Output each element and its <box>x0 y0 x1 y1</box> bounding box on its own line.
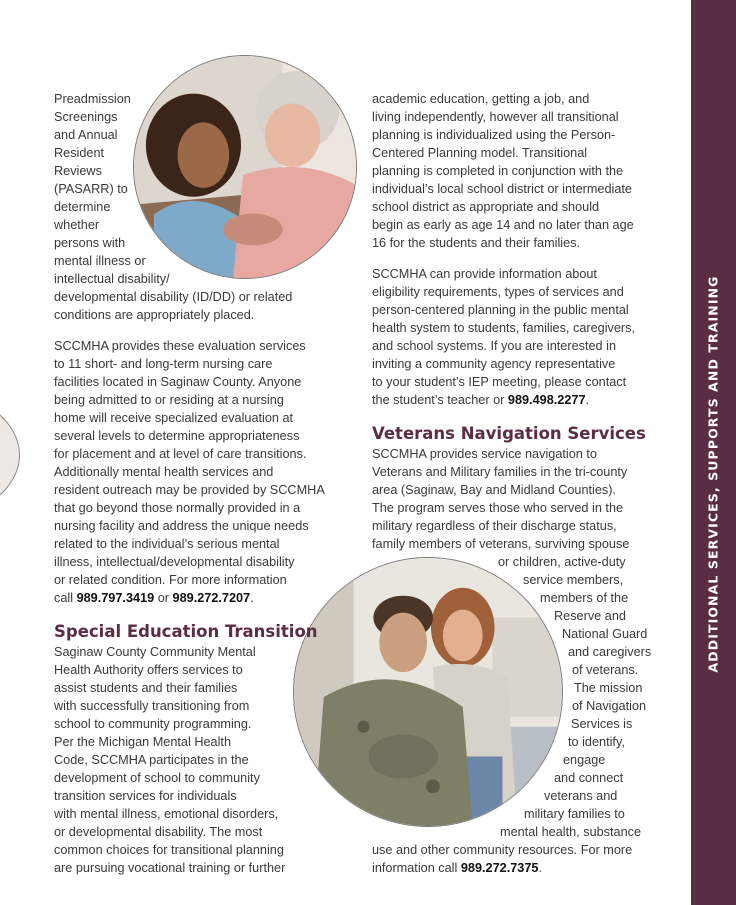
text-line: Health Authority offers services to <box>54 663 243 677</box>
text-line: facilities located in Saginaw County. Anyone <box>54 375 302 389</box>
section-heading-veterans: Veterans Navigation Services <box>372 424 646 443</box>
text-line: National Guard <box>562 627 648 641</box>
text-line: several levels to determine appropriateness <box>54 429 300 443</box>
text-line: and school systems. If you are interested in <box>372 339 617 353</box>
text-line: for placement and at level of care transitions. <box>54 447 307 461</box>
text-line: determine <box>54 200 111 214</box>
text-line: resident outreach may be provided by SCCMHA <box>54 483 325 497</box>
text-line: use and other community resources. For more <box>372 843 633 857</box>
text-line: Reserve and <box>554 609 626 623</box>
edge-photo-fragment <box>0 380 20 530</box>
text-line: with successfully transitioning from <box>54 699 250 713</box>
text-fragment: the student’s teacher or <box>372 393 508 407</box>
veterans-paragraph <box>372 445 692 877</box>
text-line: mental illness or <box>54 254 146 268</box>
text-line: transition services for individuals <box>54 789 237 803</box>
left-column <box>54 90 354 877</box>
text-line: 16 for the students and their families. <box>372 236 581 250</box>
text-line: (PASARR) to <box>54 182 128 196</box>
section-sidebar <box>691 0 736 905</box>
text-line: engage <box>563 753 606 767</box>
text-line: with mental illness, emotional disorders, <box>54 807 279 821</box>
text-line: nursing facility and address the unique needs <box>54 519 309 533</box>
text-line: individual’s local school district or intermediate <box>372 182 632 196</box>
text-line: area (Saginaw, Bay and Midland Counties). <box>372 483 617 497</box>
text-line: Veterans and Military families in the tri-county <box>372 465 628 479</box>
text-line <box>372 859 692 877</box>
text-line: of Navigation <box>572 699 647 713</box>
phone-number: 989.498.2277 <box>507 393 586 407</box>
text-line: and connect <box>554 771 624 785</box>
text-line: service members, <box>523 573 624 587</box>
text-line: conditions are appropriately placed. <box>54 308 255 322</box>
text-line <box>372 391 692 409</box>
text-line: SCCMHA provides service navigation to <box>372 447 597 461</box>
text-line: Screenings <box>54 110 118 124</box>
text-line: or children, active-duty <box>498 555 626 569</box>
text-line: and caregivers <box>568 645 652 659</box>
text-line: living independently, however all transitional <box>372 110 619 124</box>
text-line: assist students and their families <box>54 681 238 695</box>
text-line: The program serves those who served in the <box>372 501 624 515</box>
text-fragment: or <box>154 591 173 605</box>
text-line: military regardless of their discharge status, <box>372 519 617 533</box>
sidebar-title: ADDITIONAL SERVICES, SUPPORTS AND TRAINING <box>705 275 721 673</box>
right-column <box>372 90 692 877</box>
text-line: common choices for transitional planning <box>54 843 284 857</box>
text-line: members of the <box>540 591 629 605</box>
phone-number: 989.272.7207 <box>172 591 251 605</box>
text-fragment: call <box>54 591 77 605</box>
text-line: planning is individualized using the Person- <box>372 128 616 142</box>
text-line: school to community programming. <box>54 717 252 731</box>
pasarr-paragraph <box>54 90 354 324</box>
text-line: Per the Michigan Mental Health <box>54 735 232 749</box>
phone-number: 989.797.3419 <box>76 591 155 605</box>
text-fragment: information call <box>372 861 461 875</box>
text-line: veterans and <box>544 789 618 803</box>
text-line: Code, SCCMHA participates in the <box>54 753 249 767</box>
text-line: Reviews <box>54 164 102 178</box>
section-heading-special-education: Special Education Transition <box>54 622 318 641</box>
text-line: that go beyond those normally provided in a <box>54 501 301 515</box>
text-line: developmental disability (ID/DD) or related <box>54 290 293 304</box>
text-line: related to the individual’s serious mental <box>54 537 280 551</box>
text-line: to your student’s IEP meeting, please contact <box>372 375 627 389</box>
text-line: mental health, substance <box>500 825 642 839</box>
text-line: are pursuing vocational training or further <box>54 861 286 875</box>
text-line <box>54 589 354 607</box>
text-line: Services is <box>571 717 633 731</box>
text-line: persons with <box>54 236 126 250</box>
text-line: Centered Planning model. Transitional <box>372 146 588 160</box>
text-line: being admitted to or residing at a nursing <box>54 393 284 407</box>
transition-continued-paragraph <box>372 90 692 252</box>
text-line: of veterans. <box>572 663 639 677</box>
text-line: intellectual disability/ <box>54 272 170 286</box>
text-line: and Annual <box>54 128 118 142</box>
text-line: or related condition. For more information <box>54 573 287 587</box>
text-line: begin as early as age 14 and no later than age <box>372 218 634 232</box>
evaluation-services-paragraph <box>54 337 354 607</box>
phone-number: 989.272.7375 <box>460 861 539 875</box>
text-line: military families to <box>524 807 625 821</box>
text-line: or developmental disability. The most <box>54 825 263 839</box>
text-fragment: . <box>250 591 254 605</box>
text-line: Additionally mental health services and <box>54 465 274 479</box>
text-line: to identify, <box>568 735 625 749</box>
text-line: planning is completed in conjunction with the <box>372 164 624 178</box>
text-line: SCCMHA provides these evaluation services <box>54 339 306 353</box>
text-line: school district as appropriate and should <box>372 200 600 214</box>
text-line: family members of veterans, surviving spouse <box>372 537 630 551</box>
special-education-paragraph <box>54 643 354 877</box>
text-line: development of school to community <box>54 771 260 785</box>
text-line: SCCMHA can provide information about <box>372 267 597 281</box>
text-line: inviting a community agency representative <box>372 357 616 371</box>
text-line: health system to students, families, caregivers, <box>372 321 636 335</box>
text-line: person-centered planning in the public mental <box>372 303 629 317</box>
text-line: academic education, getting a job, and <box>372 92 590 106</box>
text-fragment: . <box>585 393 590 407</box>
text-line: eligibility requirements, types of services and <box>372 285 624 299</box>
text-line: Saginaw County Community Mental <box>54 645 256 659</box>
text-line: home will receive specialized evaluation at <box>54 411 294 425</box>
text-fragment: . <box>538 861 543 875</box>
text-line: illness, intellectual/developmental disability <box>54 555 295 569</box>
information-paragraph <box>372 265 692 409</box>
text-line: Resident <box>54 146 105 160</box>
text-line: The mission <box>574 681 643 695</box>
text-line: to 11 short- and long-term nursing care <box>54 357 273 371</box>
text-line: whether <box>54 218 100 232</box>
text-line: Preadmission <box>54 92 131 106</box>
